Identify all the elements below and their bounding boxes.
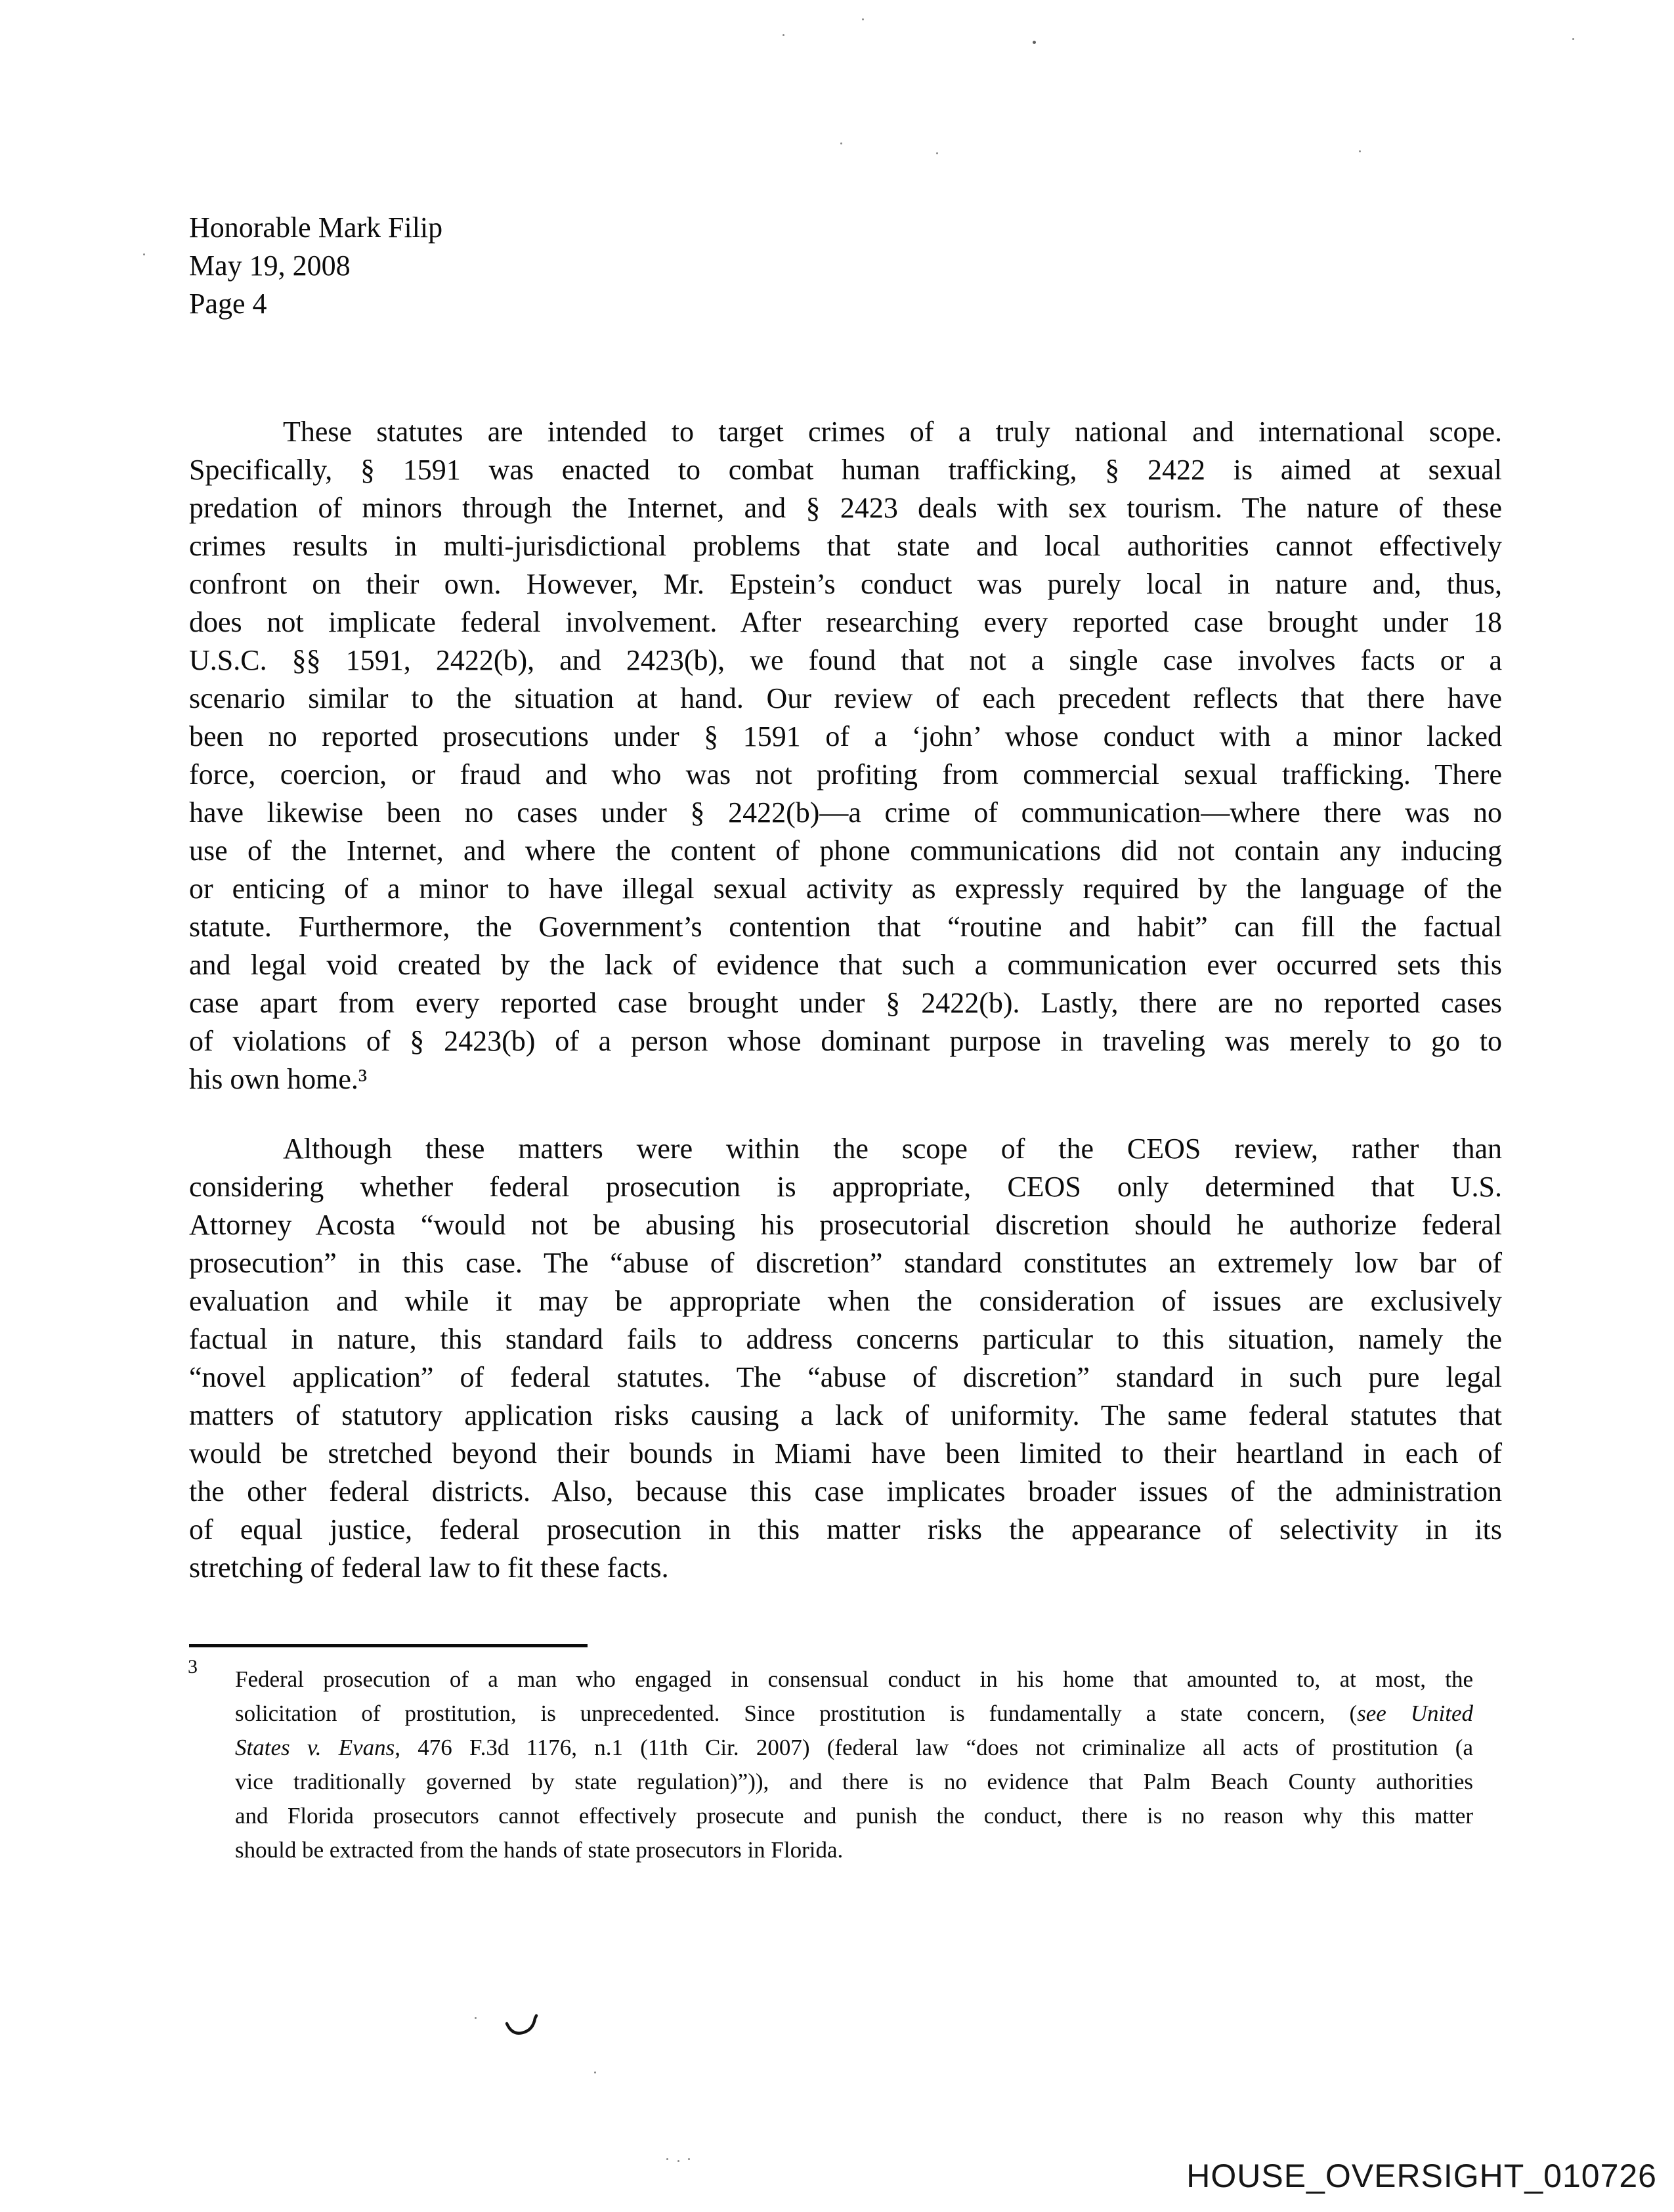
- text-line: the other federal districts. Also, because this case implicates broader issues of the administration: [189, 1475, 1502, 1507]
- text-line: been no reported prosecutions under § 1591 of a ‘john’ whose conduct with a minor lacked: [189, 720, 1502, 752]
- text-line: predation of minors through the Internet, and § 2423 deals with sex tourism. The nature of these: [189, 492, 1502, 524]
- scan-speck: [594, 2071, 596, 2073]
- scan-speck: [1033, 41, 1036, 44]
- scan-speck: [475, 2017, 477, 2019]
- text-line: U.S.C. §§ 1591, 2422(b), and 2423(b), we found that not a single case involves facts or a: [189, 644, 1502, 676]
- text-line: solicitation of prostitution, is unprecedented. Since prostitution is fundamentally a state concern, (see United: [235, 1701, 1473, 1726]
- header-recipient: Honorable Mark Filip: [189, 211, 443, 244]
- scan-speck: [688, 2158, 690, 2160]
- text-line: use of the Internet, and where the content of phone communications did not contain any inducing: [189, 835, 1502, 867]
- bates-stamp: HOUSE_OVERSIGHT_010726: [1186, 2158, 1657, 2194]
- text-line: factual in nature, this standard fails to address concerns particular to this situation, namely the: [189, 1323, 1502, 1355]
- text-line: matters of statutory application risks causing a lack of uniformity. The same federal statutes that: [189, 1399, 1502, 1431]
- text-line: of violations of § 2423(b) of a person whose dominant purpose in traveling was merely to go to: [189, 1025, 1502, 1057]
- text-line: vice traditionally governed by state regulation)”)), and there is no evidence that Palm Beach County authorities: [235, 1769, 1473, 1794]
- scan-speck: [862, 18, 864, 20]
- text-line: and legal void created by the lack of evidence that such a communication ever occurred sets this: [189, 949, 1502, 981]
- scan-speck: [1359, 150, 1361, 152]
- text-line: scenario similar to the situation at hand. Our review of each precedent reflects that there have: [189, 682, 1502, 714]
- footnote-text: [235, 1662, 1473, 1867]
- footnote-marker: 3: [188, 1656, 198, 1678]
- scan-speck: [143, 253, 145, 255]
- text-line: Federal prosecution of a man who engaged in consensual conduct in his home that amounted to, at most, the: [235, 1666, 1473, 1692]
- header-date: May 19, 2008: [189, 249, 351, 282]
- text-line: and Florida prosecutors cannot effectively prosecute and punish the conduct, there is no reason why this matter: [235, 1803, 1473, 1829]
- scan-speck: [666, 2158, 668, 2160]
- text-line: Although these matters were within the scope of the CEOS review, rather than: [283, 1133, 1502, 1165]
- text-line: force, coercion, or fraud and who was not profiting from commercial sexual trafficking. There: [189, 758, 1502, 791]
- text-line: statute. Furthermore, the Government’s contention that “routine and habit” can fill the factual: [189, 911, 1502, 943]
- text-line: crimes results in multi-jurisdictional problems that state and local authorities cannot effectively: [189, 530, 1502, 562]
- text-line: stretching of federal law to fit these facts.: [189, 1551, 669, 1584]
- text-line: evaluation and while it may be appropriate when the consideration of issues are exclusively: [189, 1285, 1502, 1317]
- text-line: considering whether federal prosecution is appropriate, CEOS only determined that U.S.: [189, 1171, 1502, 1203]
- text-line: of equal justice, federal prosecution in this matter risks the appearance of selectivity in its: [189, 1513, 1502, 1546]
- scan-speck: [677, 2160, 679, 2162]
- text-line: have likewise been no cases under § 2422(b)—a crime of communication—where there was no: [189, 796, 1502, 829]
- text-line: case apart from every reported case brought under § 2422(b). Lastly, there are no reported cases: [189, 987, 1502, 1019]
- text-line: should be extracted from the hands of state prosecutors in Florida.: [235, 1837, 844, 1863]
- text-line: States v. Evans, 476 F.3d 1176, n.1 (11th Cir. 2007) (federal law “does not criminalize all acts of prostitution (a: [235, 1735, 1473, 1760]
- text-line: or enticing of a minor to have illegal sexual activity as expressly required by the language of the: [189, 873, 1502, 905]
- text-line: his own home.³: [189, 1063, 368, 1095]
- scan-speck: [840, 142, 842, 144]
- scan-speck: [1572, 38, 1574, 40]
- header-page-number: Page 4: [189, 288, 267, 320]
- text-line: prosecution” in this case. The “abuse of discretion” standard constitutes an extremely low bar of: [189, 1247, 1502, 1279]
- body-paragraph-2: [189, 1130, 1502, 1587]
- scan-speck: [936, 152, 938, 154]
- text-line: Attorney Acosta “would not be abusing his prosecutorial discretion should he authorize federal: [189, 1209, 1502, 1241]
- footnote-separator-rule: [189, 1644, 588, 1647]
- handwritten-squiggle-mark: [504, 2013, 542, 2041]
- text-line: Specifically, § 1591 was enacted to combat human trafficking, § 2422 is aimed at sexual: [189, 454, 1502, 486]
- scan-speck: [783, 34, 784, 36]
- text-line: does not implicate federal involvement. After researching every reported case brought under 18: [189, 606, 1502, 638]
- body-paragraph-1: [189, 413, 1502, 1098]
- letter-header: [189, 209, 442, 323]
- text-line: “novel application” of federal statutes. The “abuse of discretion” standard in such pure legal: [189, 1361, 1502, 1393]
- text-line: would be stretched beyond their bounds in Miami have been limited to their heartland in each of: [189, 1437, 1502, 1469]
- text-line: confront on their own. However, Mr. Epstein’s conduct was purely local in nature and, thus,: [189, 568, 1502, 600]
- text-line: These statutes are intended to target crimes of a truly national and international scope.: [283, 416, 1502, 448]
